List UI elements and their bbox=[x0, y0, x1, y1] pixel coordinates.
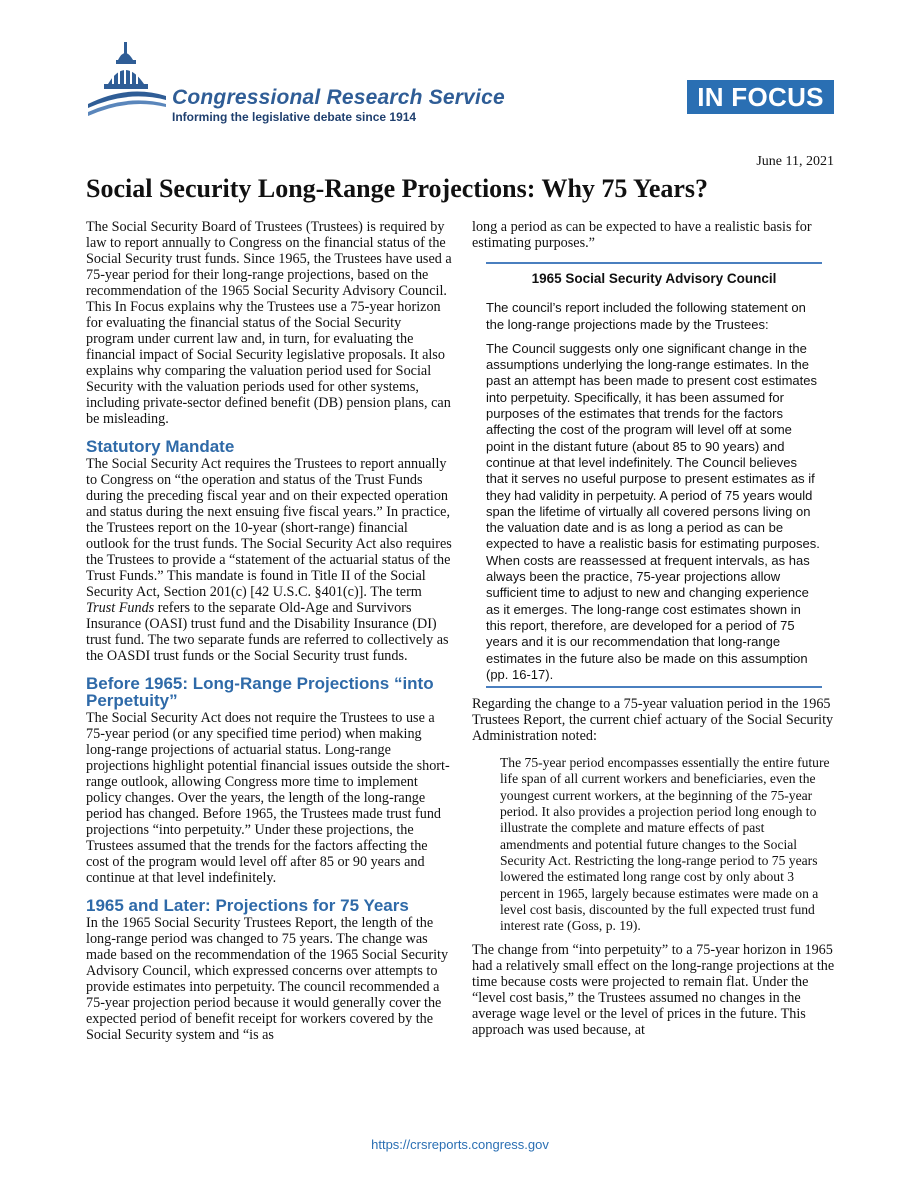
trust-funds-term: Trust Funds bbox=[86, 600, 155, 616]
text-span: The Social Security Act requires the Trustees to report annually to Congress on “the operation and status of the Trust Funds during the preceding fiscal year and on their expected operation and status during the next ensuing five fiscal years.” In practice, the Trustees report on the 10-year (short-range) financial outlook for the trust funds. The Social Security Act also requires the Trustees to provide a “statement of the actuarial status of the Trust Funds.” This mandate is found in Title II of the Social Security Act, Section 201(c) [42 U.S.C. §401(c)]. The term bbox=[86, 456, 452, 600]
section-heading-1965-and-later: 1965 and Later: Projections for 75 Years bbox=[86, 896, 409, 915]
callout-quote: The Council suggests only one significant change in the assumptions underlying the long-range estimates. In the past an attempt has been made to present cost estimates into perpetuity. Specifically, it has been assumed for purposes of the estimates that trends for the factors affecting the cost of the program will level off at some point in the distant future (about 85 to 90 years) and continue at that level indefinitely. The Council believes that it serves no useful purpose to present estimates as if they had validity in perpetuity. A period of 75 years would span the lifetime of virtually all covered persons living on the valuation date and is as long a period as can be expected to have a realistic basis for estimating purposes. When costs are reassessed at frequent intervals, as has always been the practice, 75-year projections allow sufficient time to adjust to new and changing experience as it emerges. The long-range cost estimates shown in this report, therefore, are developed for a period of 75 years and it is our recommendation that long-range estimates in the future also be made on this assumption (pp. 16-17). bbox=[486, 340, 820, 682]
actuary-blockquote: The 75-year period encompasses essentially the entire future life span of all current workers and beneficiaries, even the youngest current workers, at the beginning of the 75-year period. It also provides a projection period long enough to illustrate the complete and mature effects of past amendments and potential future changes to the Social Security Act. Restricting the long-range period to 75 years lowered the estimated long range cost by only about 3 percent in 1965, largely because estimates were made on a level cost basis, discounted by the full expected trust fund interest rate (Goss, p. 19). bbox=[500, 755, 830, 934]
left-column bbox=[86, 219, 452, 1054]
org-tagline: Informing the legislative debate since 1914 bbox=[172, 110, 417, 124]
statutory-mandate-paragraph bbox=[86, 456, 452, 664]
report-title: Social Security Long-Range Projections: Why 75 Years? bbox=[86, 174, 709, 203]
text-span: refers to the separate Old-Age and Survivors Insurance (OASI) trust fund and the Disability Insurance (DI) trust fund. The two separate funds are referred to collectively as the OASDI trust funds or the Social Security trust funds. bbox=[86, 600, 449, 664]
footer-url-link[interactable]: https://crsreports.congress.gov bbox=[371, 1137, 549, 1152]
report-header bbox=[0, 0, 920, 140]
before-1965-paragraph: The Social Security Act does not require the Trustees to use a 75-year period (or any specified time period) when making long-range projections of actuarial status. Long-range projections highlight potential financial issues outside the short-range outlook, allowing Congress more time to implement policy changes. Over the years, the length of the long-range period has changed. Before 1965, the Trustees made trust fund projections “into perpetuity.” Under these projections, the Trustees assumed that the trends for the factors affecting the cost of the program would level off after 85 or 90 years and continue at that level indefinitely. bbox=[86, 710, 450, 886]
publication-date: June 11, 2021 bbox=[756, 154, 834, 169]
section-heading-before-1965: Before 1965: Long-Range Projections “into Perpetuity” bbox=[86, 674, 434, 710]
advisory-council-callout-box bbox=[486, 262, 822, 688]
actuary-paragraph: Regarding the change to a 75-year valuation period in the 1965 Trustees Report, the current chief actuary of the Social Security Administration noted: bbox=[472, 696, 834, 745]
continuation-paragraph: long a period as can be expected to have a realistic basis for estimating purposes.” bbox=[472, 219, 812, 251]
capitol-dome-icon bbox=[88, 38, 168, 128]
crs-logo[interactable] bbox=[88, 38, 508, 128]
level-cost-paragraph: The change from “into perpetuity” to a 75-year horizon in 1965 had a relatively small effect on the long-range projections at the time because costs were projected to remain flat. Under the “level cost basis,” the Trustees assumed no changes in the average wage level or the level of prices in the future. This approach was used because, at bbox=[472, 942, 835, 1039]
callout-intro: The council’s report included the following statement on the long-range projections made by the Trustees: bbox=[486, 300, 806, 332]
intro-paragraph: The Social Security Board of Trustees (Trustees) is required by law to report annually to Congress on the financial status of the Social Security trust funds. Since 1965, the Trustees have used a 75-year period for their long-range projections, based on the recommendation of the 1965 Social Security Advisory Council. This In Focus explains why the Trustees use a 75-year horizon for evaluating the financial status of the Social Security program under current law and, in turn, for evaluating the financial impact of Social Security legislative proposals. It also explains why comparing the valuation period used for Social Security with the valuation periods used for other systems, including private-sector defined benefit (DB) pension plans, can be misleading. bbox=[86, 219, 452, 427]
right-column bbox=[472, 219, 836, 1049]
section-heading-statutory-mandate: Statutory Mandate bbox=[86, 437, 235, 456]
1965-and-later-paragraph: In the 1965 Social Security Trustees Report, the length of the long-range period was changed to 75 years. The change was made based on the recommendation of the 1965 Social Security Advisory Council, which expressed concerns over attempts to provide estimates into perpetuity. The council recommended a 75-year projection period because it would generally cover the expected period of benefit receipt for workers covered by the Social Security system and “is as bbox=[86, 915, 449, 1043]
callout-title: 1965 Social Security Advisory Council bbox=[531, 271, 777, 286]
org-name: Congressional Research Service bbox=[172, 86, 505, 109]
in-focus-badge: IN FOCUS bbox=[687, 80, 834, 114]
